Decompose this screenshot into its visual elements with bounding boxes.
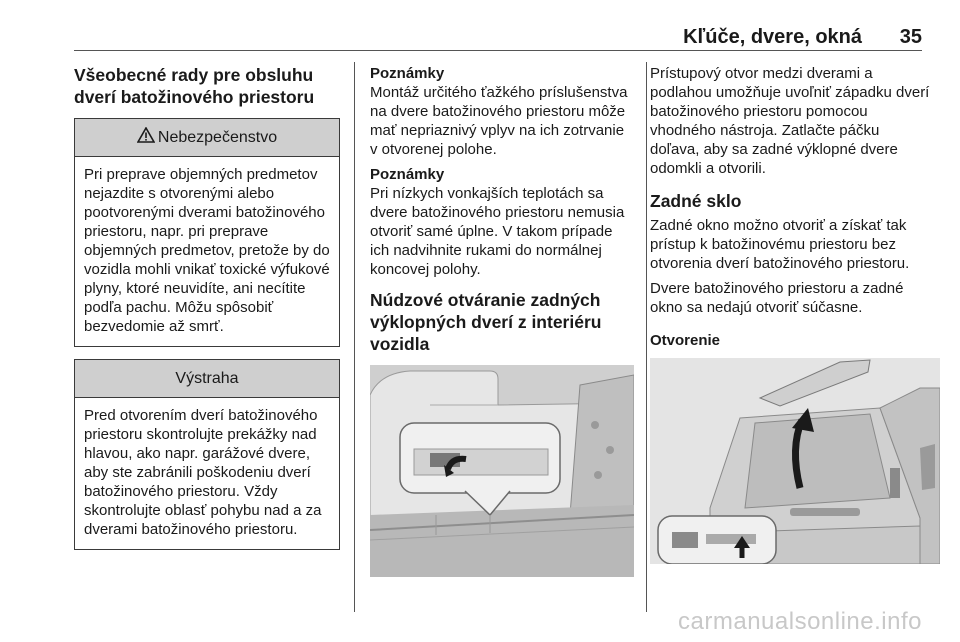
note-1-heading: Poznámky xyxy=(370,65,445,82)
note-2-heading: Poznámky xyxy=(370,166,445,183)
note-2-text: Pri nízkych vonkajších teplotách sa dvere batožinového priestoru nemusia otvoriť samé úplne. V takom prípade ich nadvihnite rukami do normálnej koncovej polohy. xyxy=(370,185,625,278)
rear-window-text-2: Dvere batožinového priestoru a zadné okno sa nedajú otvoriť súčasne. xyxy=(650,280,904,316)
column-2 xyxy=(370,64,635,577)
column-divider-2 xyxy=(646,62,647,612)
section-heading-tailgate-general: Všeobecné rady pre obsluhu dverí batožinového priestoru xyxy=(74,65,315,107)
caution-box-header xyxy=(75,360,339,398)
illustration-rear-window-opening xyxy=(650,358,940,564)
section-heading-emergency-release: Núdzové otváranie zadných výklopných dverí z interiéru vozidla xyxy=(370,290,602,354)
danger-box xyxy=(74,118,340,347)
column-1 xyxy=(74,64,340,550)
illustration-interior-release xyxy=(370,365,634,577)
section-heading-rear-window: Zadné sklo xyxy=(650,191,742,211)
header-rule xyxy=(74,50,922,51)
column-divider-1 xyxy=(354,62,355,612)
column-3 xyxy=(650,64,930,564)
page-title: Kľúče, dvere, okná xyxy=(683,26,862,48)
access-opening-text: Prístupový otvor medzi dverami a podlahou umožňuje uvoľniť západku dverí batožinového priestoru pomocou vhodného nástroja. Zatlačte páčku doľava, aby sa zadné výklopné dvere odomkli a otvorili. xyxy=(650,65,930,177)
note-1-text: Montáž určitého ťažkého príslušenstva na dvere batožinového priestoru môže mať nepriaznivý vplyv na ich zotrvanie v otvorenej polohe. xyxy=(370,84,628,158)
warning-triangle-icon xyxy=(137,127,155,148)
caution-label: Výstraha xyxy=(175,369,239,387)
page-number: 35 xyxy=(899,26,922,48)
subheading-opening: Otvorenie xyxy=(650,332,721,349)
rear-window-text-1: Zadné okno možno otvoriť a získať tak prístup k batožinovému priestoru bez otvorenia dverí batožinového priestoru. xyxy=(650,217,910,272)
page-header xyxy=(74,26,922,50)
danger-text: Pri preprave objemných predmetov nejazdite s otvorenými alebo pootvorenými dverami batožinového priestoru, napr. pri preprave objemných predmetov, pretože by do vozidla mohli vnikať toxické výfukové plyny, ktoré neuvidíte, ani necítite podľa pachu. Môžu spôsobiť bezvedomie až smrť. xyxy=(84,166,330,335)
danger-label: Nebezpečenstvo xyxy=(157,128,278,146)
watermark-text: carmanualsonline.info xyxy=(678,608,922,635)
caution-box xyxy=(74,359,340,550)
danger-box-header xyxy=(75,119,339,157)
caution-text: Pred otvorením dverí batožinového priestoru skontrolujte prekážky nad hlavou, ako napr. garážové dvere, aby ste zabránili poškodeniu dverí batožinového priestoru. Vždy skontrolujte oblasť pohybu nad a za dverami batožinového priestoru. xyxy=(84,407,322,538)
